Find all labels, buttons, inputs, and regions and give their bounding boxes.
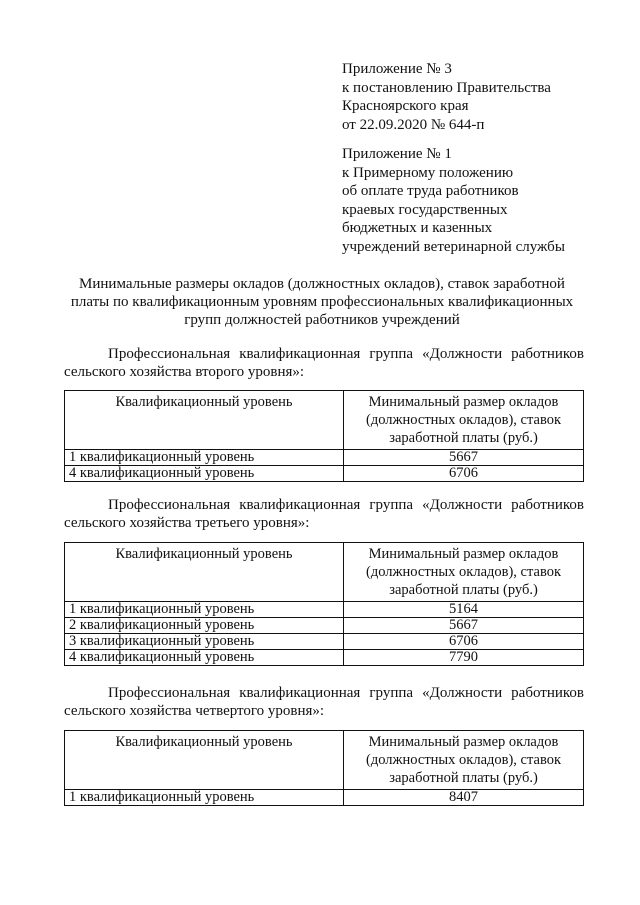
table-row	[65, 466, 584, 482]
salary-cell: 6706	[344, 634, 584, 650]
header-line: к Примерному положению	[342, 164, 514, 181]
level-cell: 4 квалификационный уровень	[65, 650, 344, 666]
table-header-row	[65, 731, 584, 790]
salary-column-header: Минимальный размер окладов (должностных окладов), ставок заработной платы (руб.)	[344, 543, 584, 602]
level-column-header: Квалификационный уровень	[65, 391, 344, 450]
table-header-row	[65, 391, 584, 450]
level-cell: 3 квалификационный уровень	[65, 634, 344, 650]
appendix-3-header	[342, 60, 551, 134]
table-row	[65, 790, 584, 806]
level-column-header: Квалификационный уровень	[65, 543, 344, 602]
table-row	[65, 618, 584, 634]
level-cell: 1 квалификационный уровень	[65, 790, 344, 806]
group-intro: Профессиональная квалификационная группа «Должности работников сельского хозяйства третьего уровня»:	[64, 497, 584, 531]
table-row	[65, 634, 584, 650]
header-line: об оплате труда работников	[342, 183, 519, 199]
level-cell: 4 квалификационный уровень	[65, 466, 344, 482]
salary-cell: 6706	[344, 466, 584, 482]
salary-cell: 7790	[344, 650, 584, 666]
qualification-table	[64, 730, 584, 806]
table-row	[65, 450, 584, 466]
header-line: к постановлению Правительства	[342, 79, 551, 96]
salary-cell: 5164	[344, 602, 584, 618]
table-header-row	[65, 543, 584, 602]
level-cell: 1 квалификационный уровень	[65, 602, 344, 618]
header-line: бюджетных и казенных	[342, 220, 493, 236]
appendix-1-header	[342, 145, 565, 256]
level-cell: 2 квалификационный уровень	[65, 618, 344, 634]
qualification-table	[64, 390, 584, 482]
group-intro: Профессиональная квалификационная группа «Должности работников сельского хозяйства четвертого уровня»:	[64, 685, 584, 719]
salary-column-header: Минимальный размер окладов (должностных окладов), ставок заработной платы (руб.)	[344, 731, 584, 790]
salary-cell: 5667	[344, 450, 584, 466]
qualification-table	[64, 542, 584, 666]
document-title: Минимальные размеры окладов (должностных окладов), ставок заработной платы по квалификационным уровням профессиональных квалификационных групп должностей работников учреждений	[70, 276, 574, 328]
salary-column-header: Минимальный размер окладов (должностных окладов), ставок заработной платы (руб.)	[344, 391, 584, 450]
header-line: учреждений ветеринарной службы	[342, 238, 565, 255]
salary-cell: 5667	[344, 618, 584, 634]
salary-cell: 8407	[344, 790, 584, 806]
level-column-header: Квалификационный уровень	[65, 731, 344, 790]
level-cell: 1 квалификационный уровень	[65, 450, 344, 466]
table-row	[65, 650, 584, 666]
group-intro: Профессиональная квалификационная группа «Должности работников сельского хозяйства второго уровня»:	[64, 346, 584, 380]
table-row	[65, 602, 584, 618]
header-line: Красноярского края	[342, 98, 469, 114]
header-line: Приложение № 1	[342, 146, 452, 162]
header-line: краевых государственных	[342, 201, 508, 218]
header-line: Приложение № 3	[342, 61, 452, 77]
header-line: от 22.09.2020 № 644-п	[342, 116, 485, 133]
